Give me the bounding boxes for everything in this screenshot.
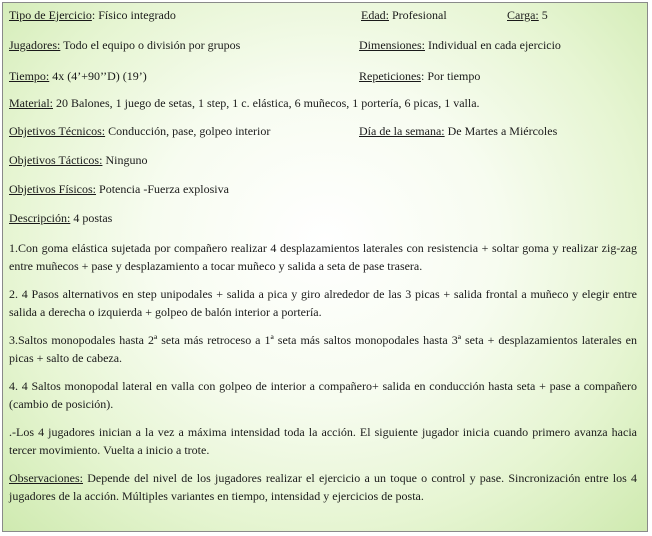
tipo-row: Tipo de Ejercicio: Físico integrado	[9, 8, 176, 22]
obj-fisicos-value: Potencia -Fuerza explosiva	[99, 182, 229, 196]
tiempo-label: Tiempo:	[9, 69, 50, 83]
material-label: Material:	[9, 96, 53, 110]
edad-value: Profesional	[392, 8, 447, 22]
jugadores-row	[9, 37, 240, 53]
posta-2: 2. 4 Pasos alternativos en step unipodales + salida a pica y giro alrededor de las 3 picas + salida frontal a muñeco y elegir entre salida a derecha o izquierda + golpeo de balón interior a portería.	[9, 287, 637, 319]
observaciones-row	[9, 469, 637, 505]
edad-field	[361, 7, 447, 23]
descripcion-label: Descripción:	[9, 211, 71, 225]
material-value: 20 Balones, 1 juego de setas, 1 step, 1 c. elástica, 6 muñecos, 1 portería, 6 picas, 1 valla.	[55, 96, 480, 110]
obj-tacticos-label: Objetivos Tácticos:	[9, 153, 103, 167]
posta-1: 1.Con goma elástica sujetada por compañero realizar 4 desplazamientos laterales con resistencia + soltar goma y realizar zig-zag entre muñecos + pase y desplazamiento a tocar muñeco y salida a seta de pase trasera.	[9, 241, 637, 273]
carga-label: Carga:	[507, 8, 539, 22]
tiempo-value: 4x (4’+90’’D) (19’)	[52, 69, 147, 83]
posta-notes: .-Los 4 jugadores inician a la vez a máxima intensidad toda la acción. El siguiente jugador inicia cuando primero avanza hacia tercer movimiento. Vuelta a inicio a trote.	[9, 425, 637, 457]
obj-fisicos-label: Objetivos Físicos:	[9, 182, 97, 196]
obj-tacticos-value: Ninguno	[105, 153, 148, 167]
dia-semana-value: De Martes a Miércoles	[447, 124, 558, 138]
obj-tecnicos-value: Conducción, pase, golpeo interior	[108, 124, 271, 138]
obj-tecnicos-row	[9, 123, 270, 139]
jugadores-value: Todo el equipo o división por grupos	[63, 38, 241, 52]
repeticiones-value: Por tiempo	[427, 69, 481, 83]
dimensiones-value: Individual en cada ejercicio	[428, 38, 561, 52]
posta-4: 4. 4 Saltos monopodal lateral en valla con golpeo de interior a compañero+ salida en conducción hasta seta + pase a compañero (cambio de posición).	[9, 379, 637, 411]
descripcion-value: 4 postas	[73, 211, 113, 225]
dimensiones-label: Dimensiones:	[359, 38, 425, 52]
jugadores-label: Jugadores:	[9, 38, 61, 52]
material-row	[9, 95, 480, 111]
edad-label: Edad:	[361, 8, 389, 22]
repeticiones-label: Repeticiones	[359, 69, 421, 83]
repeticiones-field: Repeticiones: Por tiempo	[359, 69, 481, 83]
obj-fisicos-row	[9, 181, 229, 197]
carga-field	[507, 7, 548, 23]
obj-tecnicos-label: Objetivos Técnicos:	[9, 124, 106, 138]
dia-semana-field	[359, 123, 557, 139]
observaciones-value: Depende del nivel de los jugadores realizar el ejercicio a un toque o control y pase. Sincronización entre los 4 jugadores de la acción. Múltiples variantes en tiempo, intensidad y ejercicios de posta.	[9, 471, 637, 503]
carga-value: 5	[541, 8, 548, 22]
posta-3: 3.Saltos monopodales hasta 2ª seta más retroceso a 1ª seta más saltos monopodales hasta 3ª seta + desplazamientos laterales en picas + salto de cabeza.	[9, 333, 637, 365]
tipo-value: Físico integrado	[98, 8, 176, 22]
tiempo-row	[9, 68, 147, 84]
descripcion-row	[9, 210, 112, 226]
obj-tacticos-row	[9, 152, 147, 168]
tipo-label: Tipo de Ejercicio	[9, 8, 92, 22]
dia-semana-label: Día de la semana:	[359, 124, 445, 138]
observaciones-label: Observaciones:	[9, 471, 83, 485]
exercise-card	[2, 2, 648, 532]
dimensiones-field	[359, 37, 561, 53]
